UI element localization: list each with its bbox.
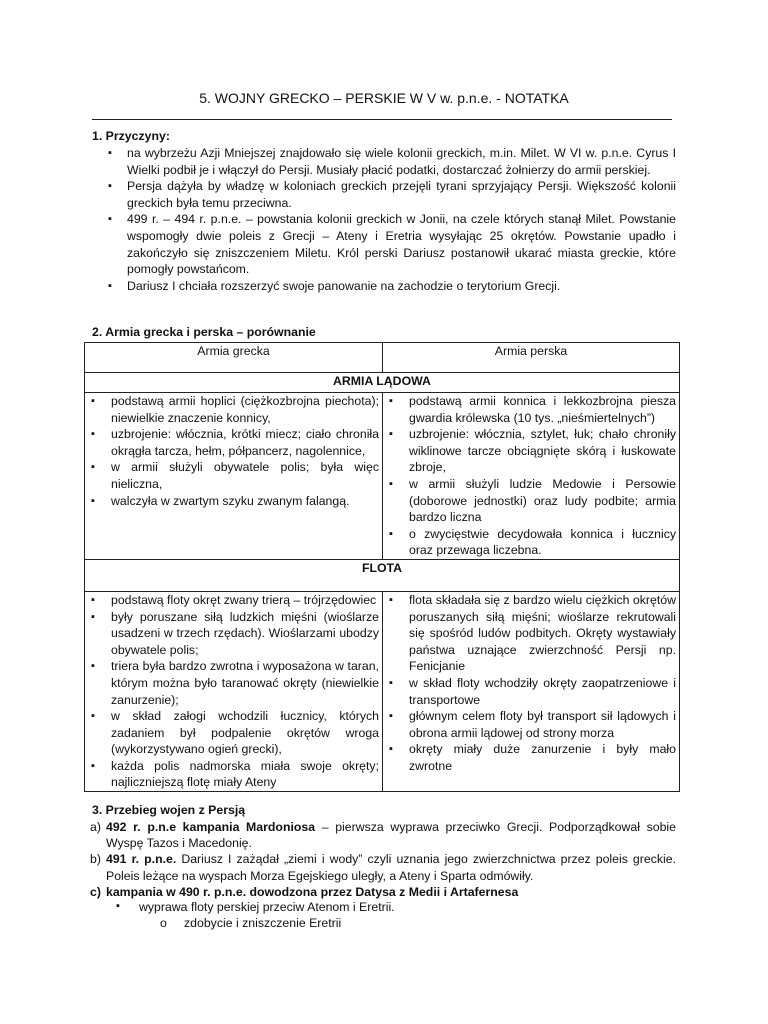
section2-heading: 2. Armia grecka i perska – porównanie xyxy=(92,325,316,339)
list-item: ▪ Persja dążyła by władzę w koloniach greckich przejęli tyrani sprzyjający Persji. Większość kolonii greckich była temu przeciwna. xyxy=(108,178,676,211)
history-item xyxy=(84,884,676,900)
fleet-row xyxy=(85,559,680,591)
fleet-heading: FLOTA xyxy=(85,559,680,591)
item-text: kampania w 490 r. p.n.e. dowodzona przez Datysa z Medii i Artafernesa xyxy=(106,884,519,899)
list-item: ▪ 499 r. – 494 r. p.n.e. – powstania kolonii greckich w Jonii, na czele których stanął Milet. Powstanie wspomogły dwie poleis z Grecji – Ateny i Eretria wysyłając 25 okrętów. Powstanie upadło i zakończyło się zniszczeniem Miletu. Król perski Dariusz postanowił ukarać miasta greckie, które pomogły powstańcom. xyxy=(108,211,676,277)
list-item: ▪ Dariusz I chciała rozszerzyć swoje panowanie na zachodzie o terytorium Grecji. xyxy=(108,278,676,295)
table-list-item: ▪ w skład floty wchodziły okręty zaopatrzeniowe i transportowe xyxy=(389,675,676,708)
section3-heading: 3. Przebieg wojen z Persją xyxy=(92,803,246,817)
item-lead: 492 r. p.n.e kampania Mardoniosa xyxy=(106,820,316,834)
table-list-item: ▪ okręty miały duże zanurzenie i były mało zwrotne xyxy=(389,741,676,774)
table-list-item: ▪ każda polis nadmorska miała swoje okręty; najliczniejszą flotę miały Ateny xyxy=(91,758,379,791)
comparison-table xyxy=(84,342,680,792)
item-label: a) xyxy=(90,820,101,834)
item-label: b) xyxy=(90,852,101,867)
col-header-greek: Armia grecka xyxy=(85,343,383,373)
item-text: Dariusz I zażądał „ziemi i wody” czyli uznania jego zwierzchnictwa przez poleis greckie. Poleis leżące na wyspach Morza Egejskiego uległy, a Ateny i Sparta odmówiły. xyxy=(106,852,676,883)
table-list-item: ▪ w armii służyli obywatele polis; była więc nieliczna, xyxy=(91,459,379,492)
table-header-row xyxy=(85,343,680,373)
circle-bullet-marker: o xyxy=(160,916,167,930)
section1-list xyxy=(108,145,676,294)
list-item: ▪ na wybrzeżu Azji Mniejszej znajdowało się wiele kolonii greckich, m.in. Milet. W VI w. p.n.e. Cyrus I Wielki podbił je i włączył do Persji. Musiały płacić podatki, dostarczać żołnierzy do armii perskiej. xyxy=(108,145,676,178)
table-list-item: ▪ w armii służyli ludzie Medowie i Persowie (doborowe jednostki) oraz ludy podbite; armia bardzo liczna xyxy=(389,476,676,526)
table-list-item: ▪ triera była bardzo zwrotna i wyposażona w taran, którym można było taranować okręty (niewielkie zanurzenie); xyxy=(91,658,379,708)
land-army-heading: ARMIA LĄDOWA xyxy=(85,373,680,393)
page-title: 5. WOJNY GRECKO – PERSKIE W V w. p.n.e. - NOTATKA xyxy=(199,90,569,106)
land-persian-cell xyxy=(383,393,680,560)
section3-list xyxy=(84,819,676,900)
table-list-item: ▪ o zwycięstwie decydowała konnica i łucznicy oraz przewaga liczebna. xyxy=(389,526,676,559)
sub-sub-item-text: zdobycie i zniszczenie Eretrii xyxy=(184,916,342,930)
fleet-content-row xyxy=(85,591,680,791)
table-list-item: ▪ podstawą floty okręt zwany trierą – trójrzędowiec xyxy=(91,592,379,609)
item-label: c) xyxy=(90,884,101,899)
table-list-item: ▪ w skład załogi wchodzili łucznicy, których zadaniem był podpalenie okrętów wroga (wykorzystywano ogień grecki), xyxy=(91,708,379,758)
item-text: – pierwsza wyprawa przeciwko Grecji. Podporządkował sobie Wyspę Tazos i Macedonię. xyxy=(106,820,677,851)
table-list-item: ▪ głównym celem floty był transport sił lądowych i obrona armii lądowej od strony morza xyxy=(389,708,676,741)
fleet-persian-cell xyxy=(383,591,680,791)
section1-heading: 1. Przyczyny: xyxy=(92,129,170,143)
fleet-greek-cell xyxy=(85,591,383,791)
table-list-item: ▪ walczyła w zwartym szyku zwanym falangą. xyxy=(91,493,379,510)
table-list-item: ▪ były poruszane siłą ludzkich mięśni (wioślarze usadzeni w trzech rzędach). Wioślarzami ubodzy obywatele polis; xyxy=(91,609,379,659)
table-list-item: ▪ flota składała się z bardzo wielu ciężkich okrętów poruszanych siłą mięśni; wioślarze rekrutowali się spośród ludów podbitych. Okręty wystawiały państwa uznające zwierzchność Persji np. Fenicjanie xyxy=(389,592,676,675)
table-list-item: ▪ uzbrojenie: włócznia, krótki miecz; ciało chroniła okrągła tarcza, hełm, półpancerz, nagolennice, xyxy=(91,426,379,459)
history-item xyxy=(84,851,676,883)
history-item xyxy=(84,819,676,851)
table-list-item: ▪ podstawą armii hoplici (ciężkozbrojna piechota); niewielkie znaczenie konnicy, xyxy=(91,393,379,426)
table-list-item: ▪ podstawą armii konnica i lekkozbrojna piesza gwardia królewska (10 tys. „nieśmiertelnych”) xyxy=(389,393,676,426)
sub-item-text: wyprawa floty perskiej przeciw Atenom i Eretrii. xyxy=(139,900,395,914)
land-greek-cell xyxy=(85,393,383,560)
land-army-content-row xyxy=(85,393,680,560)
table-list-item: ▪ uzbrojenie: włócznia, sztylet, łuk; chało chroniły wiklinowe tarcze obciągnięte skórą i łuskowate zbroje, xyxy=(389,426,676,476)
col-header-persian: Armia perska xyxy=(383,343,680,373)
item-lead: 491 r. p.n.e. xyxy=(106,852,177,867)
title-underline xyxy=(92,119,672,120)
land-army-row xyxy=(85,373,680,393)
square-bullet-icon: ▪ xyxy=(116,900,120,912)
